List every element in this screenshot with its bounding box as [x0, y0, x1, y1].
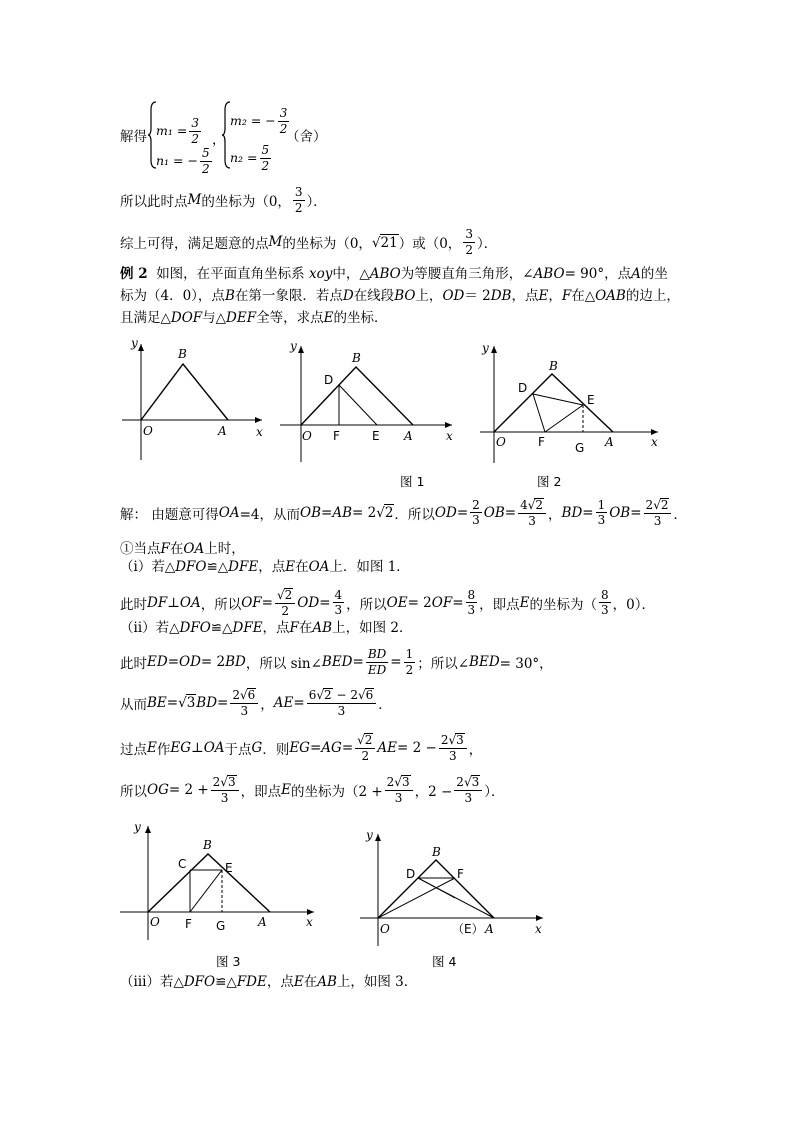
label-D: D — [406, 867, 416, 881]
label-D: D — [518, 381, 528, 395]
label-y: y — [366, 828, 373, 842]
segment-DF — [533, 394, 545, 432]
eq-m1: m₁ = $\frac{3}{2}$ — [156, 116, 199, 146]
label-O: O — [143, 424, 153, 438]
case-1: ①当点F在OA上时， — [120, 541, 245, 557]
label-O: O — [150, 915, 160, 929]
label-A: A — [218, 424, 227, 438]
label-B: B — [178, 347, 187, 361]
triangle-oba — [148, 854, 270, 912]
eq-n1: n₁ = − $\frac{5}{2}$ — [156, 146, 210, 176]
triangle-oba — [141, 364, 228, 420]
caption-fig2: 图 2 — [537, 474, 562, 489]
label-F: F — [185, 917, 192, 931]
label-O: O — [302, 429, 312, 443]
label-x: x — [446, 429, 453, 443]
line-summary: 综上可得，满足题意的点 M 的坐标为（0， √21 ）或（0， 3 2 ）． — [120, 227, 498, 257]
triangle-oba — [301, 367, 413, 425]
label-D: D — [324, 373, 334, 387]
example-line-3: 且满足△DOF与△DEF全等，求点E的坐标． — [120, 310, 388, 326]
solution-intro: 解： 由题意可得 OA =4，从而 OB=AB = 2 √2 ．所以 OD = $\frac{2}{3}$ OB = $\frac{4√2}{3}$ ， BD = $\frac{1}{3}$ OB = $\frac{2√2}{3}$ ． — [120, 497, 687, 528]
line-M-coordinate: 所以此时点 M 的坐标为（0， 3 2 ）． — [120, 185, 327, 215]
label-C: C — [178, 857, 187, 871]
label-E-paren: （E） — [452, 922, 484, 936]
y-axis-arrow — [298, 346, 304, 353]
y-axis-arrow — [375, 834, 381, 841]
line-ii-3: 从而 BE = √3 BD = $\frac{2√6}{3}$ ， AE = $\frac{6√2 - 2√6}{3}$ ． — [120, 688, 392, 718]
label-B: B — [352, 351, 361, 365]
label-F: F — [457, 867, 464, 881]
label-F: F — [333, 429, 340, 443]
line-ii-2: 此时 ED = OD = 2 BD ，所以 sin∠ BED = $\frac{BD}{ED}$ = $\frac{1}{2}$ ；所以∠ BED = 30°， — [120, 647, 553, 677]
label-O: O — [380, 922, 390, 936]
label-E: E — [372, 429, 380, 443]
label-x: x — [535, 922, 542, 936]
label-y: y — [290, 339, 297, 353]
label-x: x — [651, 435, 658, 449]
eq-n2: n₂ = $\frac{5}{2}$ — [230, 143, 270, 173]
eq-separator: ， — [212, 132, 226, 148]
line-ii-4: 过点 E 作 EG ⊥ OA 于点 G ．则 EG=AG = $\frac{√2}{2}$ AE = 2 − $\frac{2√3}{3}$ ， — [120, 733, 483, 763]
y-axis-arrow — [491, 346, 497, 353]
figure-2 — [480, 341, 658, 463]
line-i-2: 此时 DF ⊥ OA ，所以 OF = $\frac{√2}{2}$ OD = $\frac{4}{3}$ ，所以 OE = 2 OF = $\frac{8}{3}$ ，即点 E 的坐标为（ 8 3 ，0）． — [120, 587, 656, 618]
label-E: E — [587, 393, 595, 407]
label-A: A — [258, 915, 267, 929]
figure-1 — [280, 339, 453, 462]
label-B: B — [432, 845, 441, 859]
label-E: E — [225, 861, 233, 875]
label-O: O — [496, 435, 506, 449]
label-x: x — [256, 425, 263, 439]
solve-label: 解得 — [120, 129, 147, 145]
sub-case-i: （ⅰ）若△DFO≌△DFE，点E在OA上．如图 1． — [120, 559, 410, 575]
caption-fig3: 图 3 — [216, 954, 241, 969]
figure-4 — [360, 828, 543, 946]
y-axis-arrow — [145, 826, 151, 833]
label-A: A — [404, 429, 413, 443]
label-G: G — [575, 441, 585, 455]
discard-note: （舍） — [286, 129, 327, 145]
y-axis-arrow — [138, 344, 144, 351]
figure-basic — [122, 336, 263, 460]
caption-fig1: 图 1 — [400, 474, 425, 489]
figure-3 — [120, 820, 314, 940]
line-ii-5: 所以 OG = 2 + $\frac{2√3}{3}$ ，即点 E 的坐标为（2 + $\frac{2√3}{3}$ ，2 − $\frac{2√3}{3}$ ）． — [120, 775, 505, 805]
segment-FE — [190, 870, 222, 912]
sub-case-ii: （ⅱ）若△DFO≌△DFE，点F在AB上，如图 2． — [120, 620, 413, 636]
label-B: B — [549, 359, 558, 373]
segment-DE — [339, 385, 377, 425]
segment-FE — [545, 405, 583, 432]
caption-fig4: 图 4 — [432, 954, 457, 969]
example-line-2: 标为（4．0），点B在第一象限．若点D在线段BO上，OD＝ 2DB，点E，F在△OAB的边上， — [120, 288, 680, 304]
segment-OF — [378, 878, 455, 918]
label-A: A — [605, 435, 614, 449]
label-G: G — [216, 919, 226, 933]
label-y: y — [482, 341, 489, 355]
label-A: A — [485, 922, 494, 936]
example-line-1: 例 2 如图，在平面直角坐标系 xoy中，△ABO为等腰直角三角形，∠ABO= 90°，点A的坐 — [120, 266, 668, 282]
label-y: y — [131, 336, 138, 350]
x-axis-arrow — [536, 915, 543, 921]
sub-case-iii: （ⅲ）若△DFO≌△FDE，点E在AB上，如图 3． — [120, 974, 418, 990]
label-y: y — [134, 820, 141, 834]
label-F: F — [538, 435, 545, 449]
label-B: B — [203, 838, 212, 852]
x-axis-arrow — [255, 417, 262, 423]
triangle-oba — [494, 374, 613, 432]
x-axis-arrow — [445, 422, 452, 428]
label-x: x — [306, 915, 313, 929]
eq-m2: m₂ = − $\frac{3}{2}$ — [230, 106, 288, 136]
